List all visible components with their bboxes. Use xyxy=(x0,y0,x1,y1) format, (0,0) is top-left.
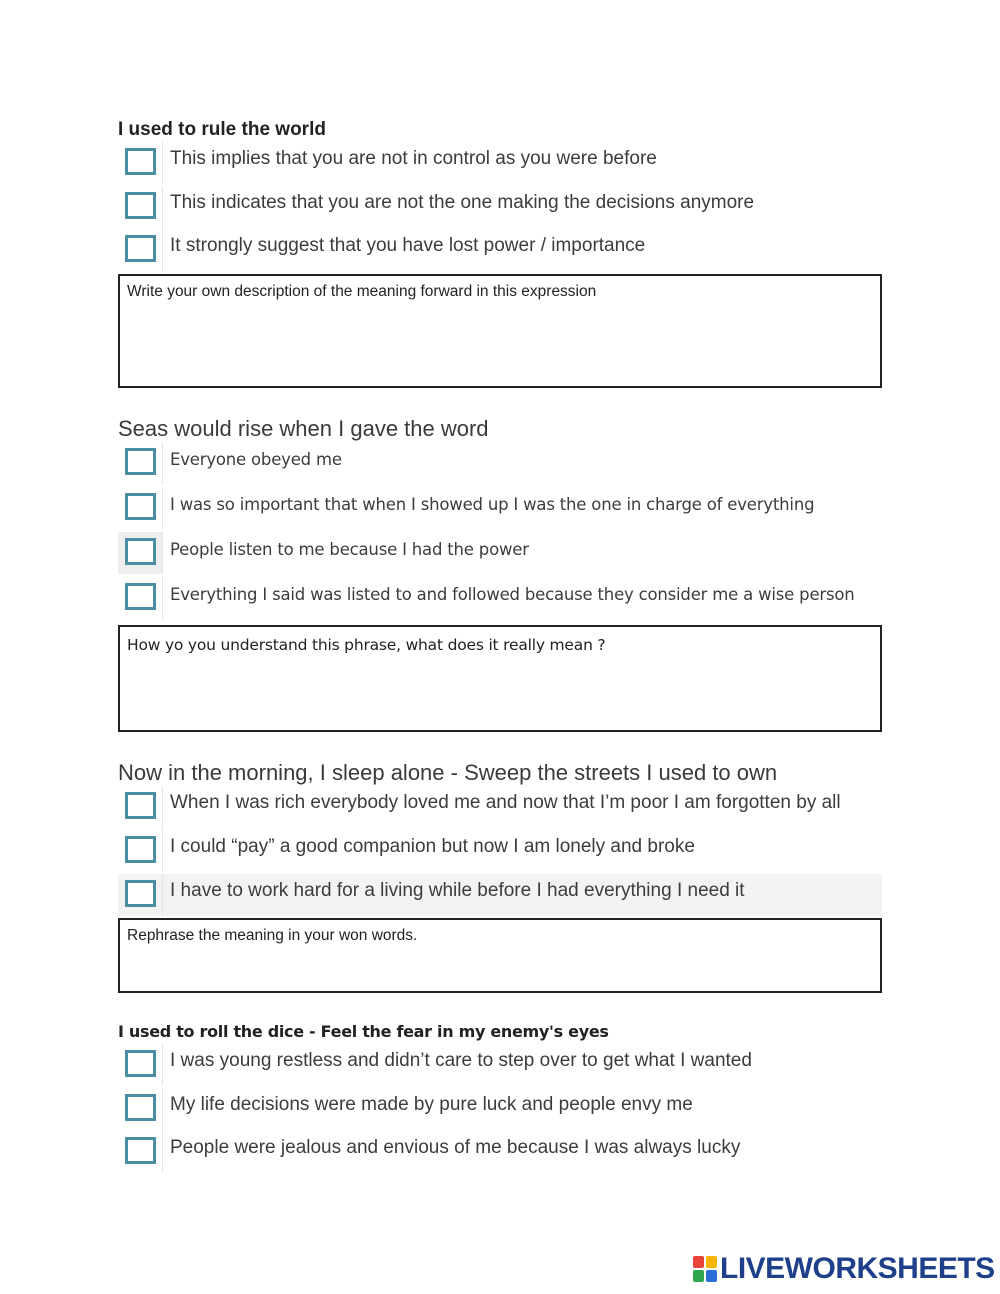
option-label: People were jealous and envious of me because I was always lucky xyxy=(170,1137,741,1158)
section-2-option-3[interactable] xyxy=(118,532,882,574)
checkbox[interactable] xyxy=(125,1094,156,1121)
section-4-option-2[interactable] xyxy=(118,1088,882,1130)
logo-square-red xyxy=(693,1256,704,1268)
logo-square-blue xyxy=(706,1270,717,1282)
section-2-option-2[interactable] xyxy=(118,487,882,529)
section-2-title: Seas would rise when I gave the word xyxy=(118,416,489,441)
answer-prompt: Rephrase the meaning in your won words. xyxy=(127,927,418,944)
section-1-option-2[interactable] xyxy=(118,186,882,228)
checkbox[interactable] xyxy=(125,148,156,175)
divider xyxy=(162,1088,163,1130)
option-label: When I was rich everybody loved me and now that I’m poor I am forgotten by all xyxy=(170,792,841,813)
section-4-title: I used to roll the dice - Feel the fear in my enemy's eyes xyxy=(118,1022,609,1041)
option-label: I was young restless and didn’t care to step over to get what I wanted xyxy=(170,1050,752,1071)
checkbox[interactable] xyxy=(125,880,156,907)
logo-square-green xyxy=(693,1270,704,1282)
divider xyxy=(162,229,163,271)
checkbox[interactable] xyxy=(125,583,156,610)
section-3-option-1[interactable] xyxy=(118,786,882,828)
section-2-option-4[interactable] xyxy=(118,577,882,619)
option-label: Everyone obeyed me xyxy=(170,450,342,469)
divider xyxy=(162,142,163,184)
option-label: People listen to me because I had the power xyxy=(170,540,529,559)
answer-prompt: Write your own description of the meaning forward in this expression xyxy=(127,283,597,300)
divider xyxy=(162,1044,163,1086)
divider xyxy=(162,487,163,529)
option-label: I could “pay” a good companion but now I am lonely and broke xyxy=(170,836,695,857)
checkbox[interactable] xyxy=(125,836,156,863)
section-1-option-3[interactable] xyxy=(118,229,882,271)
divider xyxy=(162,532,163,574)
divider xyxy=(162,874,163,916)
option-label: This indicates that you are not the one making the decisions anymore xyxy=(170,192,755,213)
divider xyxy=(162,1131,163,1173)
divider xyxy=(162,830,163,872)
section-3-option-2[interactable] xyxy=(118,830,882,872)
checkbox[interactable] xyxy=(125,1137,156,1164)
section-2-answer-box[interactable] xyxy=(118,625,882,732)
liveworksheets-logo xyxy=(693,1252,995,1286)
option-label: This implies that you are not in control as you were before xyxy=(170,148,657,169)
option-label: My life decisions were made by pure luck and people envy me xyxy=(170,1094,693,1115)
logo-square-yellow xyxy=(706,1256,717,1268)
section-3-title: Now in the morning, I sleep alone - Sweep the streets I used to own xyxy=(118,760,778,785)
section-2-option-1[interactable] xyxy=(118,442,882,484)
checkbox[interactable] xyxy=(125,493,156,520)
divider xyxy=(162,442,163,484)
checkbox[interactable] xyxy=(125,1050,156,1077)
checkbox[interactable] xyxy=(125,192,156,219)
option-label: I was so important that when I showed up I was the one in charge of everything xyxy=(170,495,815,514)
section-3-answer-box[interactable] xyxy=(118,918,882,993)
divider xyxy=(162,577,163,619)
section-1-title: I used to rule the world xyxy=(118,119,326,140)
option-label: Everything I said was listed to and followed because they consider me a wise person xyxy=(170,585,855,604)
liveworksheets-logo-icon xyxy=(693,1256,717,1282)
brand-name: LIVEWORKSHEETS xyxy=(720,1252,995,1285)
option-label: It strongly suggest that you have lost power / importance xyxy=(170,235,646,256)
checkbox[interactable] xyxy=(125,792,156,819)
divider xyxy=(162,786,163,828)
section-4-option-1[interactable] xyxy=(118,1044,882,1086)
checkbox[interactable] xyxy=(125,448,156,475)
section-1-option-1[interactable] xyxy=(118,142,882,184)
section-1-answer-box[interactable] xyxy=(118,274,882,388)
answer-prompt: How yo you understand this phrase, what does it really mean ? xyxy=(127,636,606,654)
checkbox[interactable] xyxy=(125,538,156,565)
option-label: I have to work hard for a living while before I had everything I need it xyxy=(170,880,745,901)
checkbox[interactable] xyxy=(125,235,156,262)
divider xyxy=(162,186,163,228)
section-3-option-3[interactable] xyxy=(118,874,882,916)
section-4-option-3[interactable] xyxy=(118,1131,882,1173)
